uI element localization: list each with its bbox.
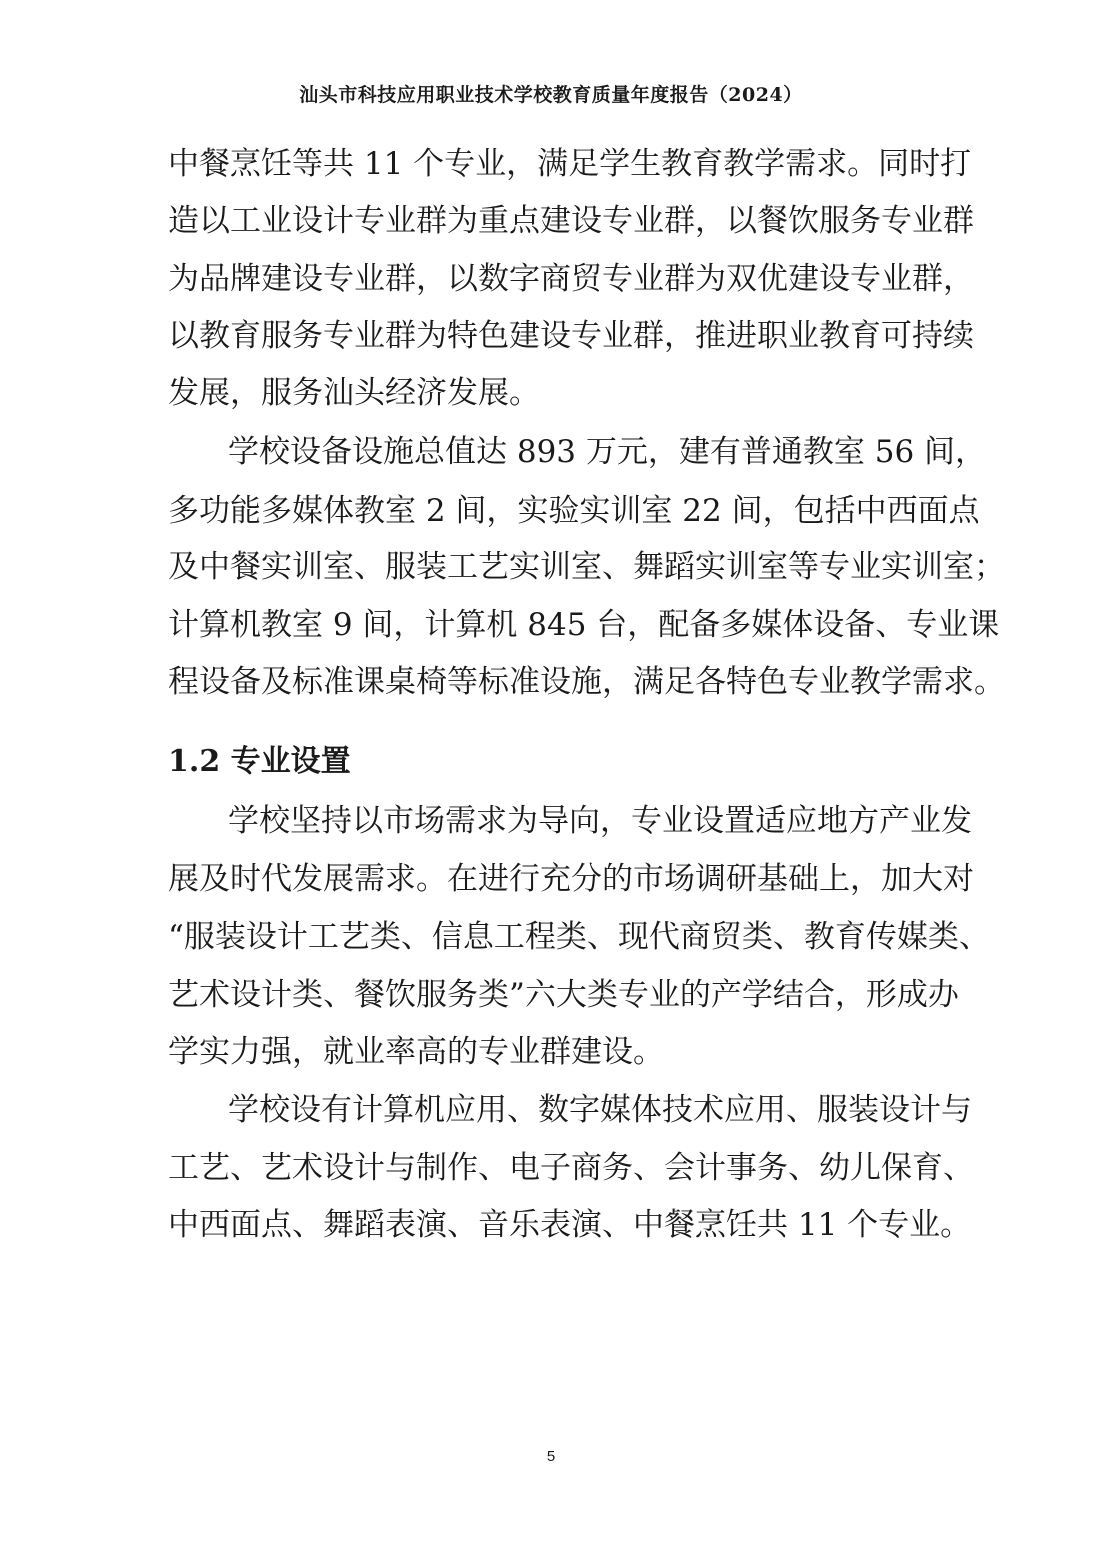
text-line: 中西面点、舞蹈表演、音乐表演、中餐烹饪共 11 个专业。 — [168, 1207, 972, 1243]
text-line: 以教育服务专业群为特色建设专业群，推进职业教育可持续 — [168, 318, 974, 354]
text-line: 造以工业设计专业群为重点建设专业群，以餐饮服务专业群 — [168, 203, 974, 239]
page-header: 汕头市科技应用职业技术学校教育质量年度报告（2024） — [299, 84, 803, 106]
text-line: “服装设计工艺类、信息工程类、现代商贸类、教育传媒类、 — [168, 919, 990, 955]
text-line: 展及时代发展需求。在进行充分的市场调研基础上，加大对 — [168, 861, 974, 897]
text-line: 学校坚持以市场需求为导向，专业设置适应地方产业发 — [228, 803, 972, 839]
text-line: 及中餐实训室、服装工艺实训室、舞蹈实训室等专业实训室； — [168, 549, 1005, 585]
text-line: 学校设有计算机应用、数字媒体技术应用、服装设计与 — [228, 1092, 972, 1128]
text-line: 计算机教室 9 间，计算机 845 台，配备多媒体设备、专业课 — [168, 607, 1000, 643]
text-line: 程设备及标准课桌椅等标准设施，满足各特色专业教学需求。 — [168, 664, 1005, 700]
page-number: 5 — [546, 1448, 556, 1465]
text-line: 为品牌建设专业群，以数字商贸专业群为双优建设专业群， — [168, 261, 974, 297]
text-line: 工艺、艺术设计与制作、电子商务、会计事务、幼儿保育、 — [168, 1150, 974, 1186]
text-line: 发展，服务汕头经济发展。 — [168, 375, 540, 411]
text-line: 学实力强，就业率高的专业群建设。 — [168, 1034, 664, 1070]
text-line: 中餐烹饪等共 11 个专业，满足学生教育教学需求。同时打 — [168, 146, 972, 182]
text-line: 艺术设计类、餐饮服务类”六大类专业的产学结合，形成办 — [168, 977, 959, 1013]
section-heading: 1.2 专业设置 — [168, 744, 351, 779]
text-line: 多功能多媒体教室 2 间，实验实训室 22 间，包括中西面点 — [168, 493, 980, 529]
text-line: 学校设备设施总值达 893 万元，建有普通教室 56 间， — [228, 434, 987, 470]
header-rule — [168, 116, 934, 117]
